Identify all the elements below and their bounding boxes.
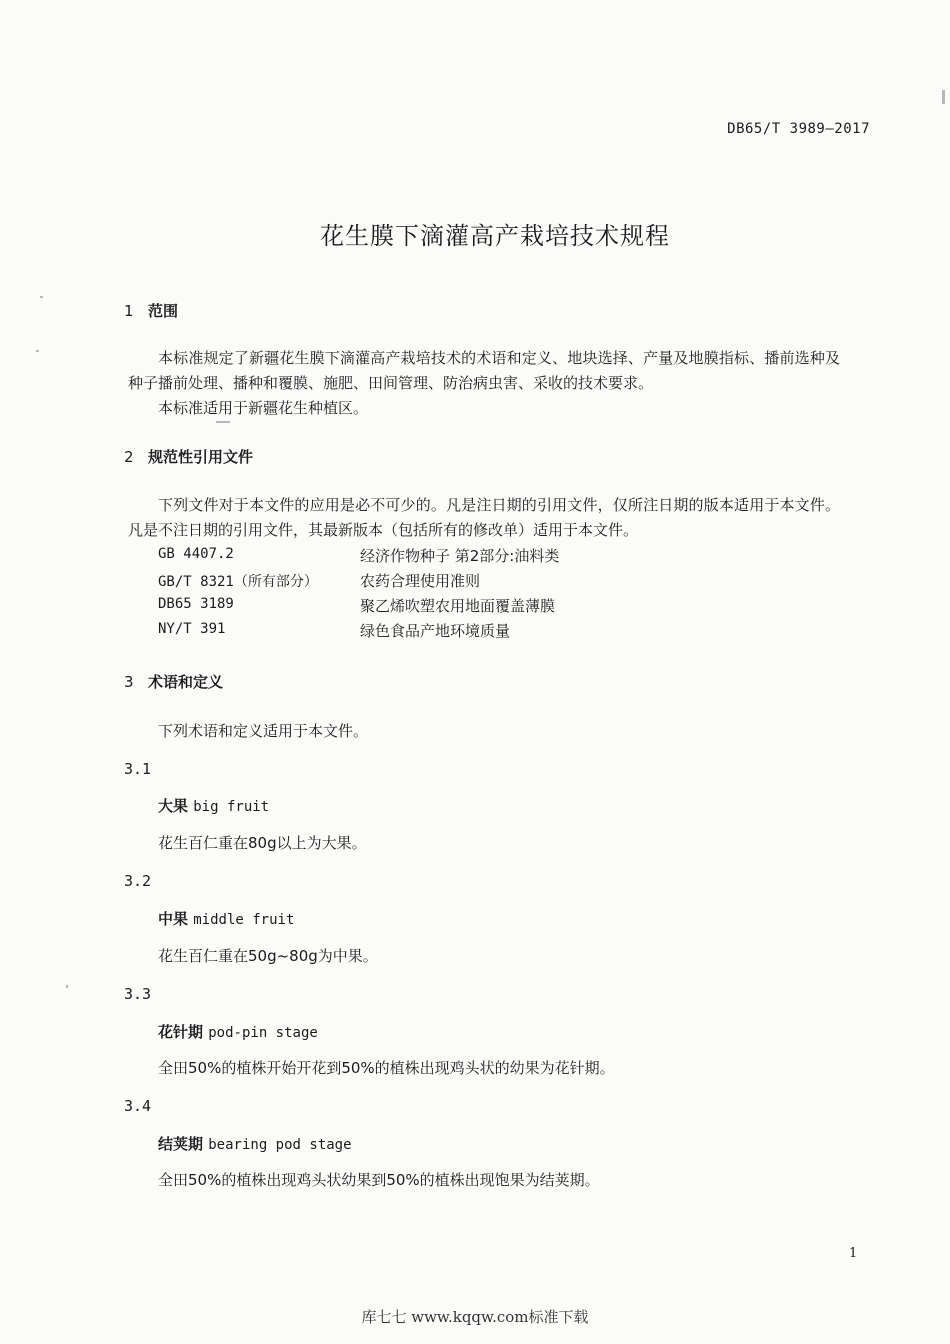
term-definition: 全田50%的植株开始开花到50%的植株出现鸡头状的幼果为花针期。 [158, 1059, 615, 1077]
scan-speck [216, 421, 230, 423]
term-name-en: pod-pin stage [208, 1025, 318, 1041]
reference-code: GB/T 8321（所有部分） [158, 574, 318, 590]
section-1-paragraph-2: 本标准适用于新疆花生种植区。 [158, 399, 369, 417]
term-name-cn: 中果 [158, 910, 189, 928]
reference-code: DB65 3189 [158, 596, 234, 612]
term-name-en: bearing pod stage [208, 1137, 352, 1153]
scan-speck [40, 296, 43, 298]
section-title: 范围 [148, 302, 179, 320]
reference-title: 聚乙烯吹塑农用地面覆盖薄膜 [360, 597, 556, 615]
term-number: 3.2 [124, 872, 152, 890]
term-name-cn: 大果 [158, 797, 189, 815]
reference-code: GB 4407.2 [158, 546, 234, 562]
term-name-cn: 花针期 [158, 1023, 204, 1041]
scan-speck [942, 90, 945, 104]
document-title: 花生膜下滴灌高产栽培技术规程 [320, 222, 670, 250]
section-1-heading [124, 300, 178, 321]
page-number: 1 [849, 1246, 858, 1261]
section-number: 3 [124, 673, 134, 691]
scan-speck [66, 985, 68, 988]
term-name-cn: 结荚期 [158, 1135, 204, 1153]
reference-title: 农药合理使用准则 [360, 572, 481, 590]
term-name-en: big fruit [193, 799, 270, 815]
term-number: 3.1 [124, 760, 152, 778]
term-definition: 花生百仁重在80g以上为大果。 [158, 834, 367, 852]
standard-code: DB65/T 3989—2017 [727, 121, 870, 137]
term-name [158, 1133, 352, 1154]
term-number: 3.3 [124, 985, 152, 1003]
footer-watermark: 库七七 www.kqqw.com标准下载 [361, 1308, 589, 1326]
section-title: 规范性引用文件 [148, 448, 254, 466]
section-1-paragraph-1: 本标准规定了新疆花生膜下滴灌高产栽培技术的术语和定义、地块选择、产量及地膜指标、播前选种及种子播前处理、播种和覆膜、施肥、田间管理、防治病虫害、采收的技术要求。 [128, 349, 840, 392]
reference-title: 经济作物种子 第2部分:油料类 [360, 547, 560, 565]
term-definition: 全田50%的植株出现鸡头状幼果到50%的植株出现饱果为结荚期。 [158, 1171, 600, 1189]
section-2-paragraph-1: 下列文件对于本文件的应用是必不可少的。凡是注日期的引用文件，仅所注日期的版本适用于本文件。凡是不注日期的引用文件，其最新版本（包括所有的修改单）适用于本文件。 [128, 496, 840, 539]
term-number: 3.4 [124, 1097, 152, 1115]
term-name-en: middle fruit [193, 912, 295, 928]
section-3-heading [124, 671, 223, 692]
section-number: 2 [124, 448, 134, 466]
reference-title: 绿色食品产地环境质量 [360, 622, 511, 640]
term-name [158, 1021, 318, 1042]
section-number: 1 [124, 302, 134, 320]
section-2-heading [124, 446, 253, 467]
section-3-paragraph-1: 下列术语和定义适用于本文件。 [158, 722, 369, 740]
term-name [158, 795, 269, 816]
reference-code: NY/T 391 [158, 621, 226, 637]
term-name [158, 908, 294, 929]
section-title: 术语和定义 [148, 673, 224, 691]
term-definition: 花生百仁重在50g~80g为中果。 [158, 947, 378, 965]
scan-speck [36, 350, 39, 352]
